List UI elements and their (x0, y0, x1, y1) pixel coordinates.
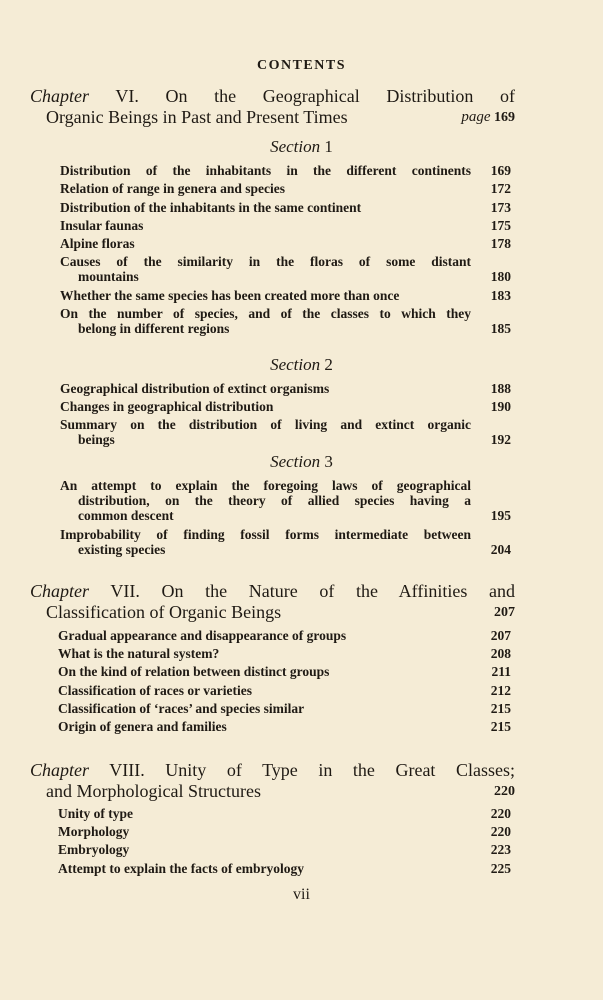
toc-entry: Unity of type 220 (58, 806, 511, 821)
chapter-6-heading (30, 86, 515, 128)
chapter-7-heading (30, 581, 515, 623)
toc-entry-page: 207 (490, 628, 511, 643)
toc-entry: On the kind of relation between distinct groups 211 (58, 664, 511, 679)
toc-entry: Embryology 223 (58, 842, 511, 857)
page-word: page (461, 109, 491, 125)
chapter-7-page: 207 (494, 605, 515, 620)
toc-entry-page: 223 (490, 842, 511, 857)
page-header: CONTENTS (256, 58, 347, 73)
toc-entry: Origin of genera and families 215 (58, 719, 511, 734)
chapter-6-line1 (30, 86, 515, 107)
chapter-7-title-line1: VII. On the Nature of the Affinities and (110, 581, 515, 601)
toc-entry: Alpine floras 178 (60, 236, 511, 251)
toc-entry-page: 172 (490, 181, 511, 196)
toc-entry-page: 169 (490, 163, 511, 178)
toc-entry: What is the natural system? 208 (58, 646, 511, 661)
toc-entry-page: 215 (490, 719, 511, 734)
chapter-6-label: Chapter (30, 86, 90, 106)
chapter-7-label: Chapter (30, 581, 90, 601)
toc-entry: Improbability of finding fossil forms intermediate between existing species 204 (60, 527, 511, 557)
chapter-8-title-line1: VIII. Unity of Type in the Great Classes; (109, 760, 515, 780)
toc-entry: Geographical distribution of extinct organisms 188 (60, 381, 511, 396)
chapter-8-title-line2: and Morphological Structures (46, 781, 261, 801)
chapter-6-line2 (30, 107, 515, 128)
toc-entry: An attempt to explain the foregoing laws of geographical distribution, on the theory of allied species having a common descent 195 (60, 478, 511, 523)
page-number: vii (293, 886, 310, 903)
toc-entry-page: 220 (490, 824, 511, 839)
chapter-8-line1 (30, 760, 515, 781)
toc-entry-page: 212 (490, 683, 511, 698)
toc-entry: Distribution of the inhabitants in the same continent 173 (60, 200, 511, 215)
toc-entry: Attempt to explain the facts of embryology 225 (58, 861, 511, 876)
toc-entry: Insular faunas 175 (60, 218, 511, 233)
chapter-8-line2 (30, 781, 515, 802)
toc-entry: Whether the same species has been created more than once 183 (60, 288, 511, 303)
toc-entry: Distribution of the inhabitants in the different continents 169 (60, 163, 511, 178)
chapter-6-title-line2: Organic Beings in Past and Present Times (46, 107, 348, 127)
toc-entry-page: 190 (490, 399, 511, 414)
section-1-title: Section 1 (270, 137, 333, 156)
toc-entry: On the number of species, and of the classes to which they belong in different regions 185 (60, 306, 511, 336)
toc-entry: Gradual appearance and disappearance of groups 207 (58, 628, 511, 643)
toc-entry-page: 208 (490, 646, 511, 661)
toc-entry-page: 225 (490, 861, 511, 876)
chapter-8-heading (30, 760, 515, 802)
toc-entry-page: 220 (490, 806, 511, 821)
section-3-title: Section 3 (270, 452, 333, 471)
toc-entry-page: 175 (490, 218, 511, 233)
toc-entry: Classification of races or varieties 212 (58, 683, 511, 698)
chapter-7-line1 (30, 581, 515, 602)
toc-entry-page: 211 (491, 664, 511, 679)
toc-entry-page: 215 (490, 701, 511, 716)
toc-entry: Summary on the distribution of living and extinct organic beings 192 (60, 417, 511, 447)
toc-entry-page: 188 (490, 381, 511, 396)
section-2-title: Section 2 (270, 355, 333, 374)
toc-entry-page: 180 (490, 269, 511, 284)
toc-entry: Relation of range in genera and species 172 (60, 181, 511, 196)
toc-entry: Causes of the similarity in the floras of some distant mountains 180 (60, 254, 511, 284)
toc-entry-page: 195 (490, 508, 511, 523)
chapter-7-line2 (30, 602, 515, 623)
chapter-8-label: Chapter (30, 760, 90, 780)
toc-entry-page: 178 (490, 236, 511, 251)
chapter-8-page: 220 (494, 784, 515, 799)
chapter-6-title-line1: VI. On the Geographical Distribution of (115, 86, 515, 106)
toc-entry-page: 183 (490, 288, 511, 303)
toc-entry: Morphology 220 (58, 824, 511, 839)
chapter-6-page: page 169 (461, 109, 515, 125)
chapter-7-title-line2: Classification of Organic Beings (46, 602, 282, 622)
toc-entry-page: 185 (490, 321, 511, 336)
toc-entry: Changes in geographical distribution 190 (60, 399, 511, 414)
toc-entry-page: 173 (490, 200, 511, 215)
toc-entry-page: 192 (490, 432, 511, 447)
toc-entry: Classification of ‘races’ and species similar 215 (58, 701, 511, 716)
toc-entry-page: 204 (490, 542, 511, 557)
